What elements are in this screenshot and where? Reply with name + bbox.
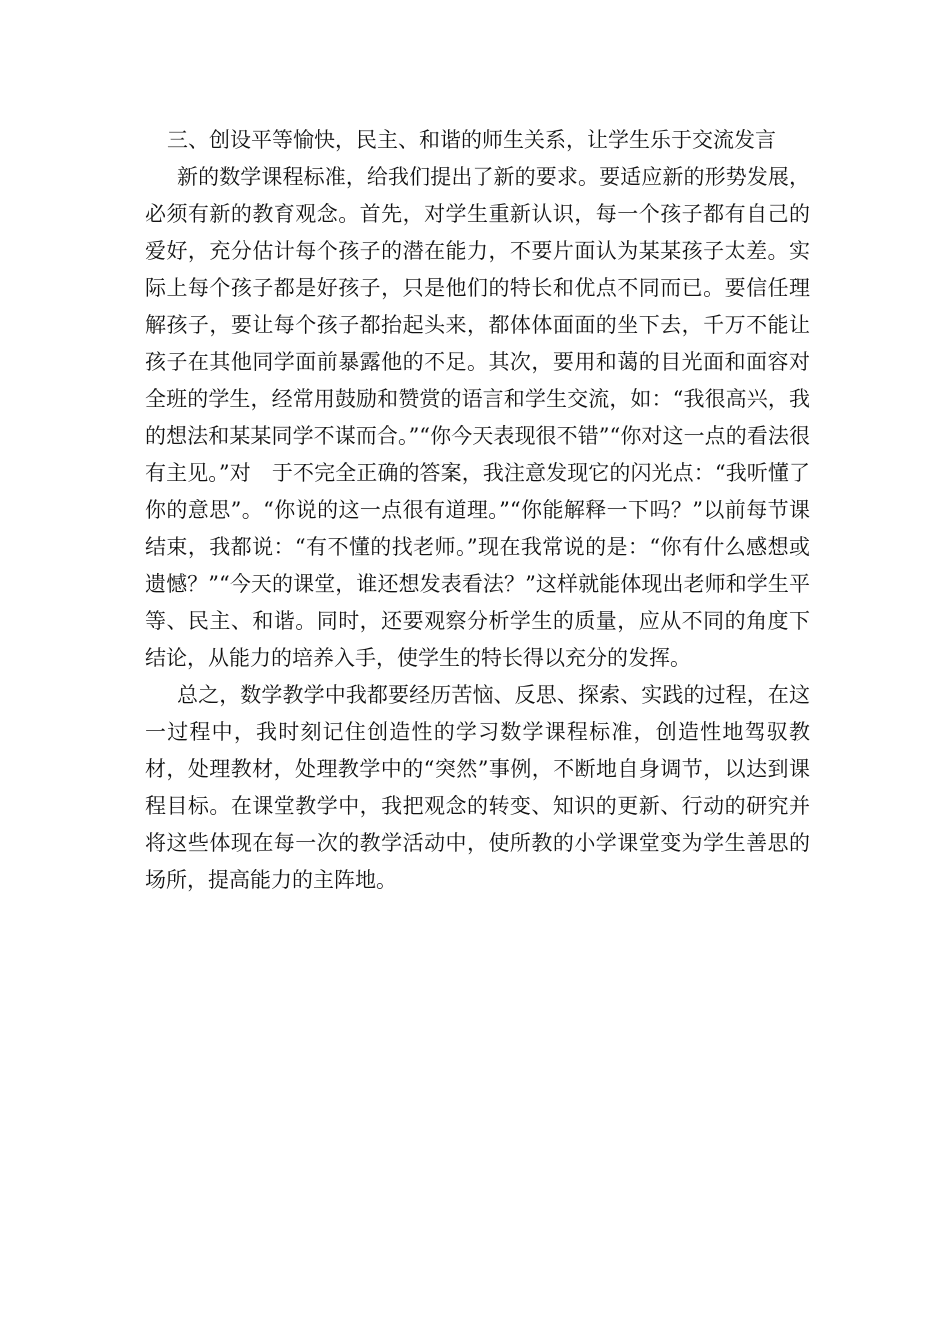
section-heading: 三、创设平等愉快，民主、和谐的师生关系，让学生乐于交流发言 [167, 128, 776, 152]
paragraph-1: 新的数学课程标准，给我们提出了新的要求。要适应新的形势发展，必须有新的教育观念。首先，对学生重新认识，每一个孩子都有自己的爱好，充分估计每个孩子的潜在能力，不要片面认为某某孩子太差。实际上每个孩子都是好孩子，只是他们的特长和优点不同而已。要信任理解孩子，要让每个孩子都抬起头来，都体体面面的坐下去，千万不能让孩子在其他同学面前暴露他的不足。其次，要用和蔼的目光面和面容对全班的学生，经常用鼓励和赞赏的语言和学生交流，如：“我很高兴，我的想法和某某同学不谋而合。”“你今天表现很不错”“你对这一点的看法很有主见。”对 于不完全正确的答案，我注意发现它的闪光点：“我听懂了你的意思”。“你说的这一点很有道理。”“你能解释一下吗？”以前每节课结束，我都说：“有不懂的找老师。”现在我常说的是：“你有什么感想或遗憾？”“今天的课堂，谁还想发表看法？”这样就能体现出老师和学生平等、民主、和谐。同时，还要观察分析学生的质量，应从不同的角度下结论，从能力的培养入手，使学生的特长得以充分的发挥。 [145, 165, 810, 670]
paragraph-2: 总之，数学教学中我都要经历苦恼、反思、探索、实践的过程，在这一过程中，我时刻记住创造性的学习数学课程标准，创造性地驾驭教材，处理教材，处理教学中的“突然”事例，不断地自身调节，以达到课程目标。在课堂教学中，我把观念的转变、知识的更新、行动的研究并将这些体现在每一次的教学活动中，使所教的小学课堂变为学生善思的场所，提高能力的主阵地。 [145, 683, 810, 892]
document-body [145, 122, 810, 899]
